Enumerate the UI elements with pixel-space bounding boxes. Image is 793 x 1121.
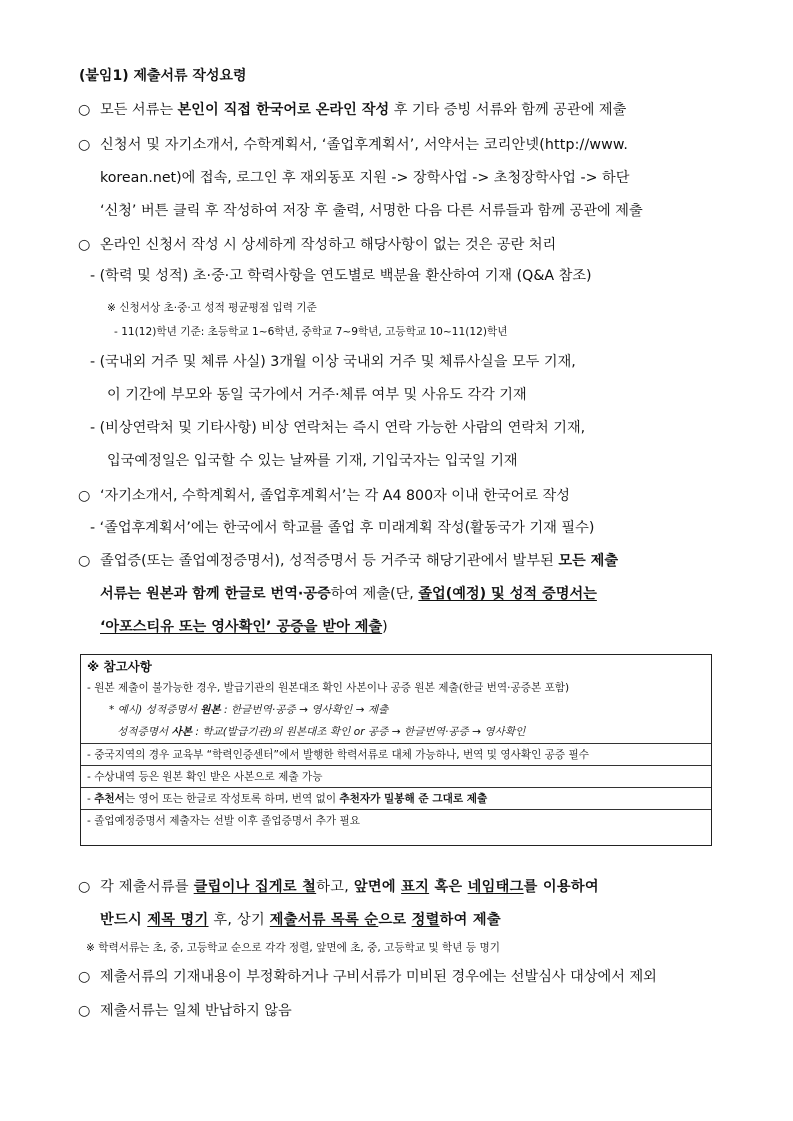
sub-emergency-contact-cont: 입국예정일은 입국할 수 있는 날짜를 기재, 기입국자는 입국일 기재 bbox=[107, 453, 518, 469]
reference-note-graduation: - 졸업예정증명서 제출자는 선발 이후 졸업증명서 추가 필요 bbox=[81, 809, 711, 831]
circle-bullet-icon: ○ bbox=[78, 879, 91, 895]
reference-note-awards: - 수상내역 등은 원본 확인 받은 사본으로 제출 가능 bbox=[81, 765, 711, 787]
reference-note-example-original: * 예시) 성적증명서 원본 : 한글번역·공증 → 영사확인 → 제출 bbox=[109, 704, 389, 716]
circle-bullet-icon: ○ bbox=[78, 553, 91, 569]
circle-bullet-icon: ○ bbox=[78, 488, 91, 504]
item-no-return: ○ 제출서류는 일체 반납하지 않음 bbox=[78, 1003, 292, 1019]
reference-note-china: - 중국지역의 경우 교육부 “학력인증센터”에서 발행한 학력서류로 대체 가능하나, 번역 및 영사확인 공증 필수 bbox=[81, 743, 711, 765]
item-disqualification: ○ 제출서류의 기재내용이 부정확하거나 구비서류가 미비된 경우에는 선발심사 대상에서 제외 bbox=[78, 969, 657, 985]
item-translation-notarization: ○ 졸업증(또는 졸업예정증명서), 성적증명서 등 거주국 해당기관에서 발부된 모든 제출 bbox=[78, 553, 619, 569]
section-title: (붙임1) 제출서류 작성요령 bbox=[79, 68, 247, 84]
note-gpa-basis: ※ 신청서상 초·중·고 성적 평균평점 입력 기준 bbox=[107, 302, 317, 314]
item-binding-instructions-cont: 반드시 제목 명기 후, 상기 제출서류 목록 순으로 정렬하여 제출 bbox=[100, 912, 501, 928]
item-online-writing: ○ 모든 서류는 본인이 직접 한국어로 온라인 작성 후 기타 증빙 서류와 함께 공관에 제출 bbox=[78, 102, 627, 118]
reference-note-original: - 원본 제출이 불가능한 경우, 발급기관의 원본대조 확인 사본이나 공증 원본 제출(한글 번역·공증본 포함) bbox=[87, 682, 570, 694]
item-application-forms: ○ 신청서 및 자기소개서, 수학계획서, ‘졸업후계획서’, 서약서는 코리안넷(http://www. bbox=[78, 137, 629, 153]
sub-residence-history-cont: 이 기간에 부모와 동일 국가에서 거주·체류 여부 및 사유도 각각 기재 bbox=[107, 387, 527, 403]
item-application-forms-cont2: ‘신청’ 버튼 클릭 후 작성하여 저장 후 출력, 서명한 다음 다른 서류들과 함께 공관에 제출 bbox=[100, 203, 643, 219]
circle-bullet-icon: ○ bbox=[78, 1003, 91, 1019]
reference-note-example-copy: 성적증명서 사본 : 학교(발급기관)의 원본대조 확인 or 공증 → 한글번역·공증 → 영사확인 bbox=[117, 726, 526, 738]
circle-bullet-icon: ○ bbox=[78, 137, 91, 153]
reference-notes-box bbox=[80, 654, 712, 846]
reference-note-recommendation: - 추천서는 영어 또는 한글로 작성토록 하며, 번역 없이 추천자가 밀봉해 준 그대로 제출 bbox=[81, 787, 711, 809]
item-translation-notarization-cont2: ‘아포스티유 또는 영사확인’ 공증을 받아 제출) bbox=[100, 619, 388, 635]
item-application-forms-cont1: korean.net)에 접속, 로그인 후 재외동포 지원 -> 장학사업 -> 초청장학사업 -> 하단 bbox=[100, 170, 630, 186]
item-translation-notarization-cont1: 서류는 원본과 함께 한글로 번역·공증하여 제출(단, 졸업(예정) 및 성적 증명서는 bbox=[100, 586, 597, 602]
sub-academic-record: - (학력 및 성적) 초·중·고 학력사항을 연도별로 백분율 환산하여 기재 (Q&A 참조) bbox=[90, 268, 592, 284]
note-academic-order: ※ 학력서류는 초, 중, 고등학교 순으로 각각 정렬, 앞면에 초, 중, 고등학교 및 학년 등 명기 bbox=[86, 942, 500, 954]
circle-bullet-icon: ○ bbox=[78, 237, 91, 253]
note-grade-basis: - 11(12)학년 기준: 초등학교 1~6학년, 중학교 7~9학년, 고등학교 10~11(12)학년 bbox=[114, 326, 508, 338]
circle-bullet-icon: ○ bbox=[78, 102, 91, 118]
item-online-detail: ○ 온라인 신청서 작성 시 상세하게 작성하고 해당사항이 없는 것은 공란 처리 bbox=[78, 237, 557, 253]
item-binding-instructions: ○ 각 제출서류를 클립이나 집게로 철하고, 앞면에 표지 혹은 네임태그를 이용하여 bbox=[78, 879, 599, 895]
sub-emergency-contact: - (비상연락처 및 기타사항) 비상 연락처는 즉시 연락 가능한 사람의 연락처 기재, bbox=[90, 420, 586, 436]
reference-notes-heading: ※ 참고사항 bbox=[87, 659, 152, 674]
sub-residence-history: - (국내외 거주 및 체류 사실) 3개월 이상 국내외 거주 및 체류사실을 모두 기재, bbox=[90, 354, 576, 370]
item-essay-length: ○ ‘자기소개서, 수학계획서, 졸업후계획서’는 각 A4 800자 이내 한국어로 작성 bbox=[78, 488, 570, 504]
circle-bullet-icon: ○ bbox=[78, 969, 91, 985]
sub-future-plan: - ‘졸업후계획서’에는 한국에서 학교를 졸업 후 미래계획 작성(활동국가 기재 필수) bbox=[90, 520, 595, 536]
